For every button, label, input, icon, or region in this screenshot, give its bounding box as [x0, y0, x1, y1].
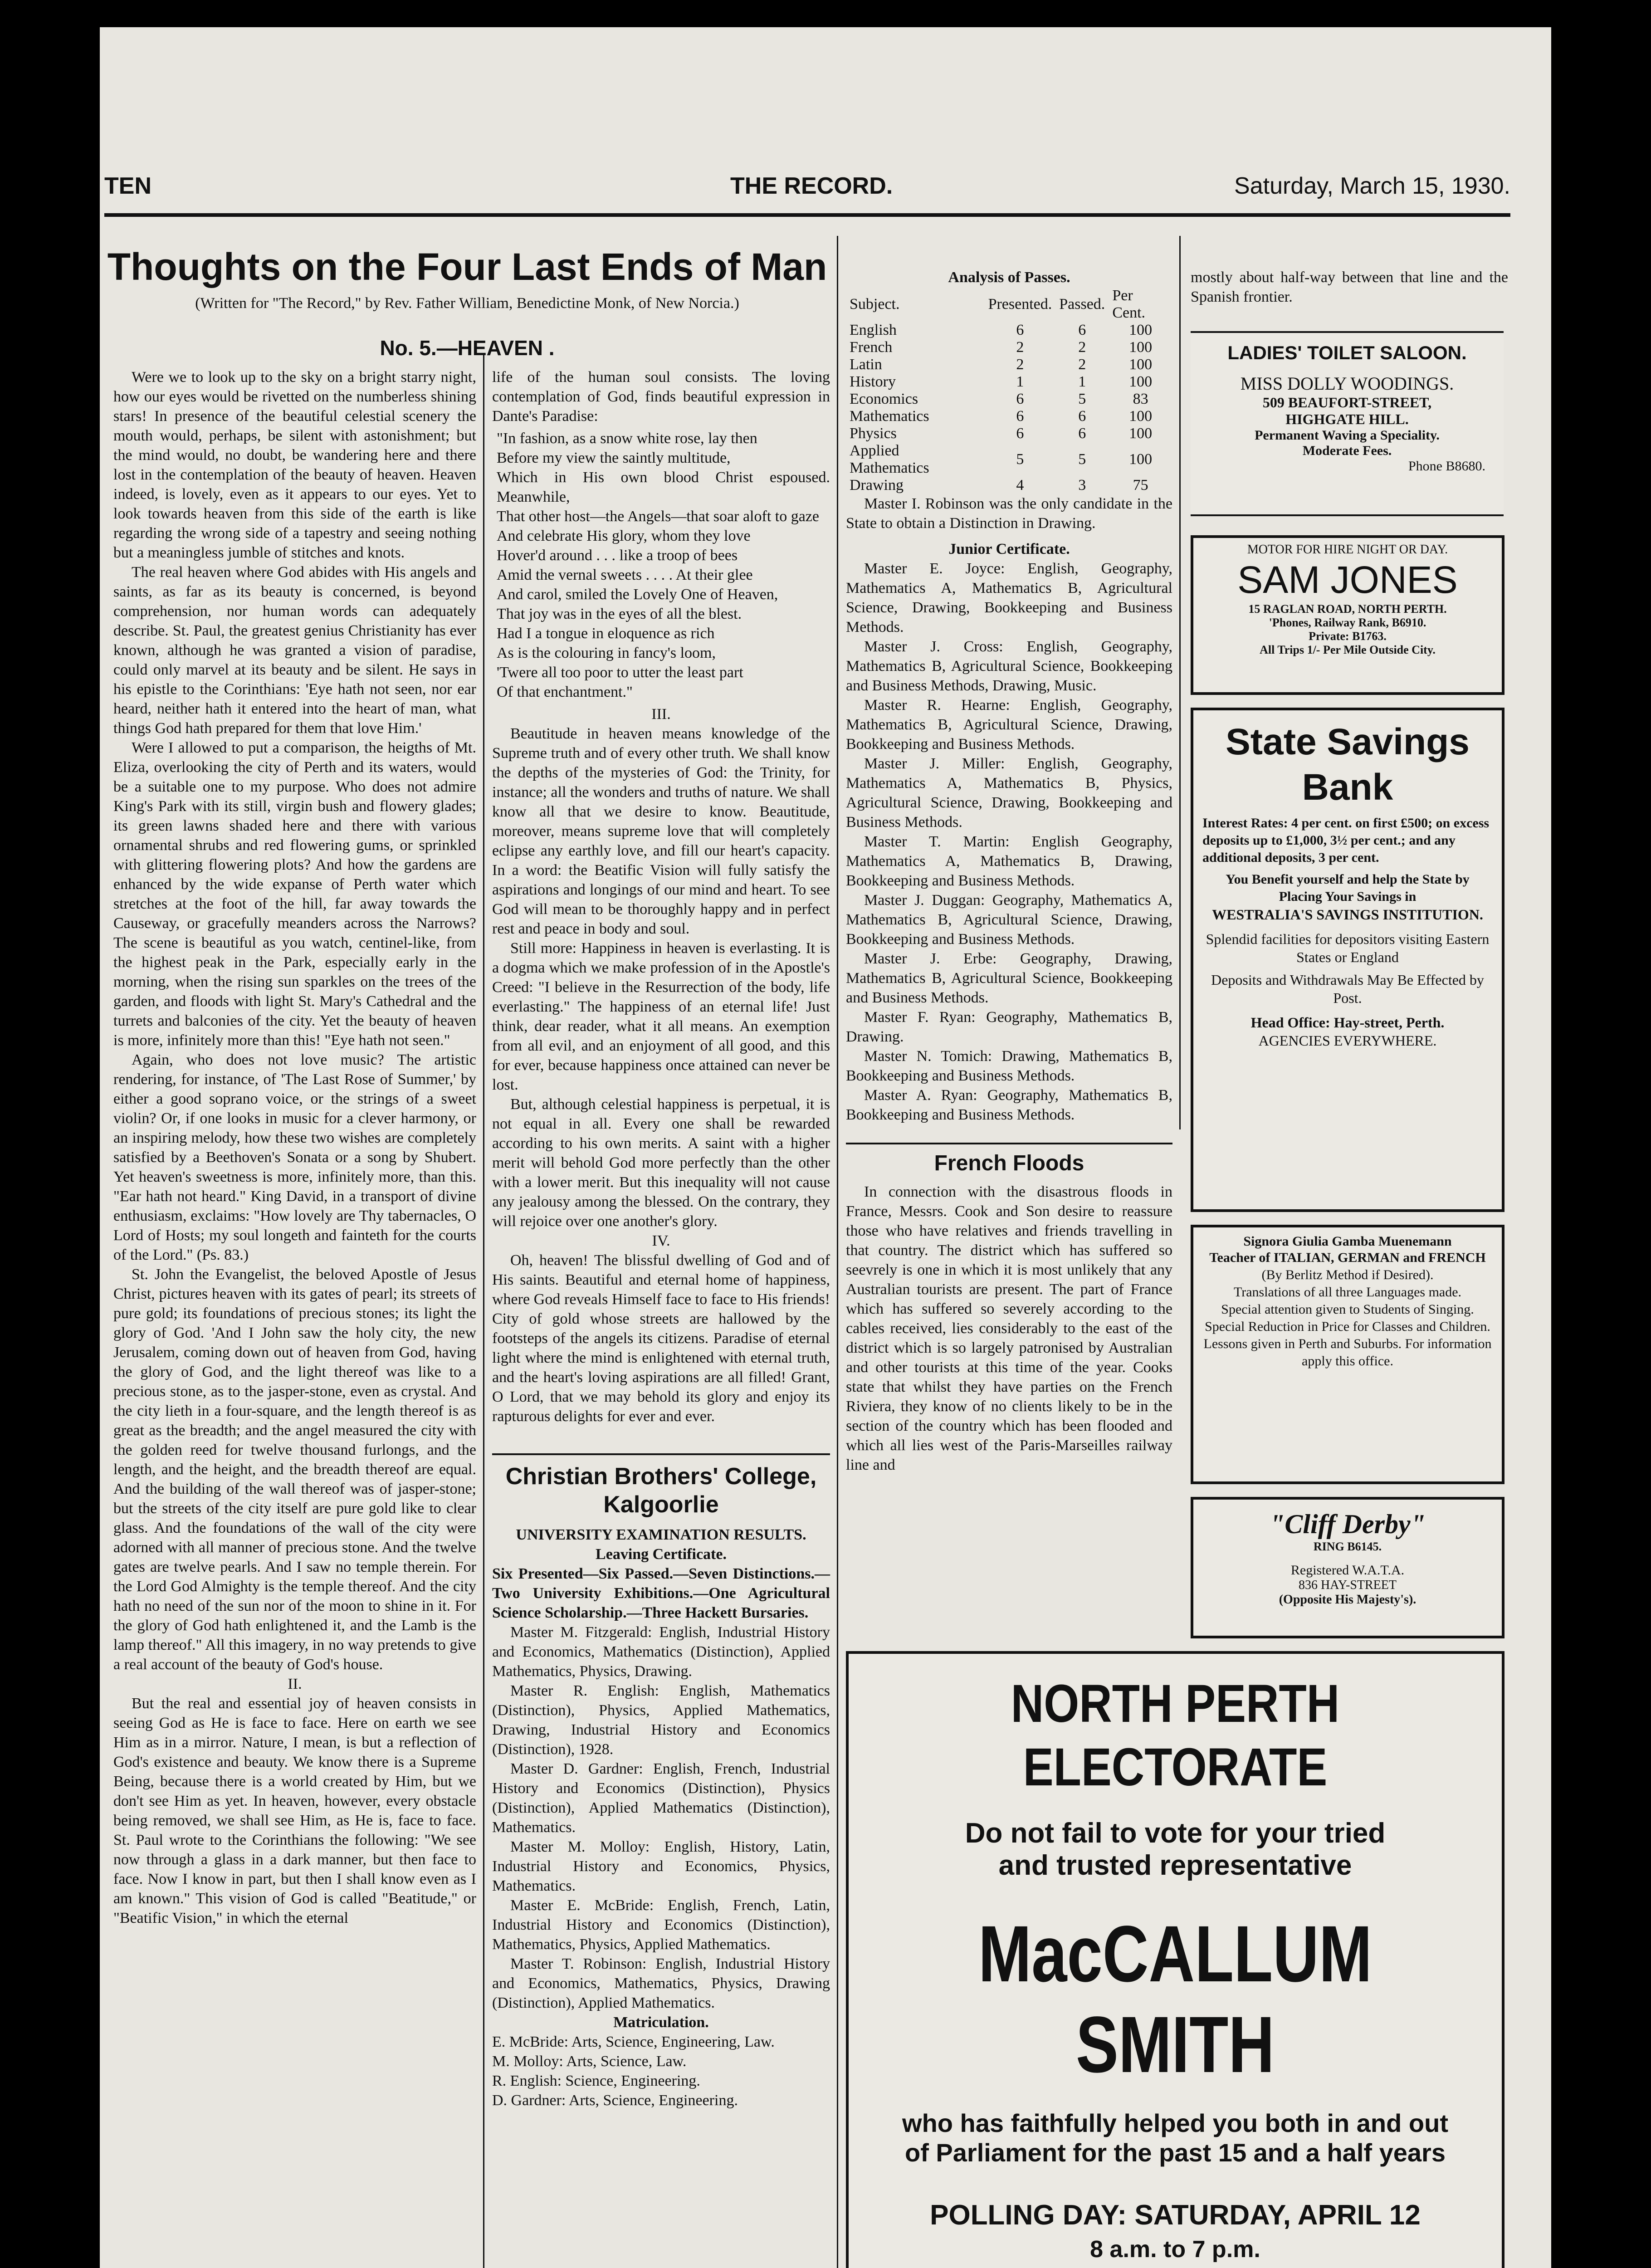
floods-cont: mostly about half-way between that line and the Spanish frontier. — [1191, 269, 1508, 305]
cbc-article — [492, 1453, 830, 2110]
table-cell: 100 — [1129, 451, 1153, 468]
paragraph: The real heaven where God abides with His angels and saints, as far as its beauty is concerned, is beyond comprehension, nor human words can adequately describe. St. Paul, the greatest genius Christianity has ever known, although he was granted a vision of paradise, could only marvel at its beauty and be silent. He says in his epistle to the Corinthians: 'Eye hath not seen, nor ear heard, neither hath it entered into the heart of man, what things God hath prepared for them that love Him.' — [113, 564, 476, 737]
junior-entry: Master E. Joyce: English, Geography, Mathematics A, Mathematics B, Agricultural Science, Drawing, Bookkeeping and Business Methods. — [846, 560, 1172, 635]
bank-office: Head Office: Hay-street, Perth. — [1250, 1014, 1445, 1031]
article-column-3 — [846, 268, 1172, 1475]
table-cell: 6 — [1016, 391, 1024, 407]
sam-jones-private: Private: B1763. — [1309, 630, 1387, 643]
paragraph: Beautitude in heaven means knowledge of the Supreme truth and of every other truth. We shall know the depths of the mysteries of God: the Trinity, for instance; all the wonders and truths of nature. We shall know all that we desire to know. Beautitude, moreover, means supreme love that will completely eclipse any earthly love, and fill our heart's capacity. In a word: the Beatific Vision will fully satisfy the aspirations and longings of our mind and heart. To see God will mean to be thoroughly happy and in perfect rest and peace in body and soul. — [492, 725, 830, 937]
table-cell: 5 — [1078, 391, 1086, 407]
sam-jones-ad — [1191, 535, 1504, 695]
section-number: IV. — [652, 1232, 670, 1249]
table-row — [846, 442, 1172, 477]
table-cell: Mathematics — [850, 408, 929, 425]
article-column-2 — [492, 367, 830, 2110]
table-cell: Latin — [850, 356, 882, 373]
article-byline: (Written for "The Record," by Rev. Father William, Benedictine Monk, of New Norcia.) — [195, 295, 739, 312]
article-column-1 — [113, 367, 476, 1928]
bank-deposits: Deposits and Withdrawals May Be Effected by Post. — [1211, 972, 1484, 1006]
table-row — [846, 425, 1172, 442]
junior-entry: Master A. Ryan: Geography, Mathematics B, Bookkeeping and Business Methods. — [846, 1087, 1172, 1123]
table-cell: 6 — [1078, 322, 1086, 338]
bank-westralia: WESTRALIA'S SAVINGS INSTITUTION. — [1212, 906, 1483, 923]
table-cell: 6 — [1078, 408, 1086, 425]
matric-entry: E. McBride: Arts, Science, Engineering, Law. — [492, 2033, 775, 2050]
junior-entry: Master N. Tomich: Drawing, Mathematics B, Bookkeeping and Business Methods. — [846, 1048, 1172, 1084]
table-cell: 6 — [1078, 425, 1086, 442]
verse-line: That other host—the Angels—that soar aloft to gaze — [497, 508, 819, 525]
table-cell: 2 — [1078, 339, 1086, 356]
masthead — [104, 163, 1510, 204]
paragraph: But, although celestial happiness is perpetual, it is not equal in all. Every one shall be rewarded according to his own merits. A saint with a higher merit will behold God more perfectly than the other with a lower merit. But this inequality will not cause any jealousy among the blessed. On the contrary, they will rejoice over one another's glory. — [492, 1096, 830, 1230]
column-divider — [837, 236, 838, 2268]
verse-line: Which in His own blood Christ espoused. Meanwhile, — [497, 469, 830, 505]
salon-address: 509 BEAUFORT-STREET, — [1262, 394, 1432, 411]
teacher-name: Signora Giulia Gamba Muenemann — [1243, 1234, 1452, 1249]
election-line3: who has faithfully helped you both in and out — [902, 2109, 1448, 2137]
junior-entry: Master J. Erbe: Geography, Drawing, Mathematics B, Agricultural Science, Bookkeeping and Business Methods. — [846, 950, 1172, 1006]
cbc-student: Master D. Gardner: English, French, Industrial History and Economics (Distinction), Physics (Distinction), Applied Mathematics (Distinction), Mathematics. — [492, 1760, 830, 1836]
salon-title: LADIES' TOILET SALOON. — [1227, 342, 1467, 363]
dante-verse — [492, 429, 830, 702]
table-header: Presented. — [988, 296, 1052, 313]
table-cell: 2 — [1078, 356, 1086, 373]
polling-hours: 8 a.m. to 7 p.m. — [1090, 2236, 1260, 2263]
section-number: II. — [288, 1676, 302, 1692]
election-line2: and trusted representative — [998, 1850, 1352, 1881]
junior-entry: Master T. Martin: English Geography, Mathematics A, Mathematics B, Drawing, Bookkeeping and Business Methods. — [846, 833, 1172, 889]
teacher-method: (By Berlitz Method if Desired). — [1261, 1267, 1434, 1282]
table-row — [846, 391, 1172, 408]
polling-day: POLLING DAY: SATURDAY, APRIL 12 — [930, 2200, 1421, 2231]
paragraph: Again, who does not love music? The artistic rendering, for instance, of 'The Last Rose of Summer,' by either a good soprano voice, or the strings of a sweet violin? Or, if one looks in music for a clever harmony, or an inspiring melody, how these two wishes are completely satisfied by a Beethoven's Sonata or a song by Shubert. Yet heaven's sweetness is more, infinitely more, than this. "Ear hath not heard." King David, in a transport of divine enthusiasm, exclaims: "How lovely are Thy tabernacles, O Lord of Hosts; my soul longeth and fainteth for the courts of the Lord." (Ps. 83.) — [113, 1051, 476, 1263]
cliff-derby-address: 836 HAY-STREET — [1299, 1578, 1397, 1592]
matric-entry: R. English: Science, Engineering. — [492, 2072, 700, 2089]
italian-lessons-ad — [1191, 1225, 1504, 1484]
table-cell: 100 — [1129, 408, 1153, 425]
verse-line: Hover'd around . . . like a troop of bees — [497, 547, 738, 564]
cbc-student: Master M. Fitzgerald: English, Industrial History and Economics, Mathematics (Distinction), Applied Mathematics, Physics, Drawing. — [492, 1624, 830, 1680]
cbc-student: Master R. English: English, Mathematics (Distinction), Physics, Applied Mathematics, Drawing, Industrial History and Economics (Distinction), 1928. — [492, 1682, 830, 1758]
paragraph: St. John the Evangelist, the beloved Apostle of Jesus Christ, pictures heaven with its gates of pearl; its streets of pure gold; its foundations of precious stones; its light the glory of God. 'And I John saw the holy city, the new Jerusalem, coming down out of heaven from God, having the glory of God, and the light thereof was like to a precious stone, as to the jasper-stone, even as crystal. And the city lieth in a four-square, and the length thereof is as great as the breadth; and the angel measured the city with the golden reed for twelve thousand furlongs, and the length, and the height, and the breadth thereof are equal. And the building of the wall thereof was of jasper-stone; but the streets of the city itself are pure gold like to clear glass. And the foundations of the wall of the city were adorned with all manner of precious stone. And the twelve gates are twelve pearls. And I saw no temple therein. For the Lord God Almighty is the temple thereof. And the city hath no need of the sun nor of the moon to shine in it. For the glory of God hath enlightened it, and the Lamb is the lamp thereof." All this imagery, in no way pretends to give a real account of the beauty of God's house. — [113, 1266, 476, 1673]
bank-title-2: Bank — [1302, 767, 1393, 808]
table-cell: 83 — [1133, 391, 1148, 407]
table-row — [846, 356, 1172, 373]
salon-waving: Permanent Waving a Speciality. — [1255, 428, 1440, 443]
verse-line: And celebrate His glory, whom they love — [497, 528, 751, 544]
table-cell: 1 — [1016, 373, 1024, 390]
article-subhead: No. 5.—HEAVEN . — [380, 336, 555, 360]
table-header: Subject. — [850, 296, 900, 313]
column-divider — [1179, 236, 1181, 1129]
table-header: Per Cent. — [1112, 287, 1146, 321]
paragraph: life of the human soul consists. The loving contemplation of God, finds beautiful expression in Dante's Paradise: — [492, 369, 830, 425]
passes-title: Analysis of Passes. — [948, 269, 1070, 286]
bank-agencies: AGENCIES EVERYWHERE. — [1258, 1032, 1437, 1049]
cbc-leaving-heading: Leaving Certificate. — [596, 1546, 727, 1563]
table-cell: 6 — [1016, 322, 1024, 338]
cliff-derby-name: "Cliff Derby" — [1270, 1509, 1426, 1539]
salon-name: MISS DOLLY WOODINGS. — [1240, 373, 1454, 394]
paragraph: Oh, heaven! The blissful dwelling of God and of His saints. Beautiful and eternal home of happiness, where God reveals Himself face to face to His friends! City of gold whose streets are hallowed by the footsteps of the angels its citizens. Paradise of eternal light where the mind is enlightened with eternal truth, and the heart's loving aspirations are all filled! Grant, O Lord, that we may behold its glory and enjoy its rapturous delights for ever and ever. — [492, 1252, 830, 1425]
table-row — [846, 477, 1172, 494]
table-cell: 1 — [1078, 373, 1086, 390]
election-headline: NORTH PERTH ELECTORATE — [1011, 1674, 1340, 1797]
paragraph: Were we to look up to the sky on a bright starry night, how our eyes would be rivetted on the numberless shining stars! In presence of the beautiful celestial scenery the mouth would, perhaps, be silent with astonishment; but the mind would, no doubt, be wandering here and there lost in the contemplation of the beauty of heaven. Heaven indeed, is lovely, even as it appears to our eyes. Yet to look towards heaven from this side of the earth is like regarding the wrong side of a tapestry and seeing nothing but a meaningless jumble of stitches and knots. — [113, 369, 476, 561]
junior-title: Junior Certificate. — [948, 541, 1070, 557]
matric-entry: M. Molloy: Arts, Science, Law. — [492, 2053, 687, 2070]
cliff-derby-reg: Registered W.A.T.A. — [1290, 1563, 1405, 1578]
cbc-subtitle: UNIVERSITY EXAMINATION RESULTS. — [516, 1526, 806, 1543]
sam-jones-motor: MOTOR FOR HIRE NIGHT OR DAY. — [1247, 543, 1448, 557]
page-number: TEN — [104, 173, 151, 199]
teacher-singing: Special attention given to Students of Singing. — [1221, 1302, 1474, 1317]
paragraph: Were I allowed to put a comparison, the heigths of Mt. Eliza, overlooking the city of Perth and its waters, would be a suitable one to my purpose. Who does not admire King's Park with its still, virgin bush and flowery glades; its green lawns shaded here and there with various ornamental shrubs and red flowering gums, or sprinkled with glittering flowering plots? And how the gardens are enhanced by the wide expanse of Perth water which stretches at the foot of the hill, far away towards the Causeway, or gracefully meanders across the Narrows? The scene is beautiful as you watch, centinel-like, from the highest peak in the Park, especially early in the morning, when the rising sun sparkles on the trees of the garden, and floods with light St. Mary's Cathedral and the turrets and balconies of the city. Yet the beauty of heaven is more, infinitely more than this! "Eye hath not seen." — [113, 739, 476, 1049]
table-cell: French — [850, 339, 893, 356]
junior-entry: Master F. Ryan: Geography, Mathematics B, Drawing. — [846, 1009, 1172, 1045]
verse-line: As is the colouring in fancy's loom, — [497, 645, 716, 661]
bank-benefit: You Benefit yourself and help the State by Placing Your Savings in — [1226, 872, 1470, 904]
table-cell: 6 — [1016, 425, 1024, 442]
verse-line: Of that enchantment." — [497, 684, 633, 700]
table-row — [846, 322, 1172, 339]
verse-line: Amid the vernal sweets . . . . At their glee — [497, 567, 753, 583]
sam-jones-phones: 'Phones, Railway Rank, B6910. — [1269, 616, 1426, 629]
election-line1: Do not fail to vote for your tried — [965, 1818, 1386, 1849]
cliff-derby-ad — [1191, 1497, 1504, 1638]
column-divider — [483, 354, 484, 2268]
table-cell: 100 — [1129, 373, 1153, 390]
candidate-name: MacCALLUM SMITH — [978, 1910, 1373, 2089]
salon-ad — [1191, 331, 1504, 516]
section-number: III. — [651, 706, 671, 723]
paragraph: But the real and essential joy of heaven consists in seeing God as He is face to face. Here on earth we see Him as in a mirror. Nature, I mean, is but a reflection of God's existence and beauty. We know there is a Supreme Being, because there is a world created by Him, but we don't see Him as yet. In heaven, however, every obstacle being removed, we shall see Him, as He is, face to face. St. Paul wrote to the Corinthians the following: "We see now through a glass in a dark manner, but then face to face. Now I know in part, but then I shall know even as I am known." This vision of God is called "Beatitude," or "Beatific Vision," in which the eternal — [113, 1695, 476, 1926]
teacher-translations: Translations of all three Languages made. — [1233, 1285, 1462, 1300]
table-row — [846, 373, 1172, 391]
table-cell: 6 — [1016, 408, 1024, 425]
sam-jones-address: 15 RAGLAN ROAD, NORTH PERTH. — [1248, 602, 1447, 616]
table-cell: 100 — [1129, 339, 1153, 356]
table-cell: Drawing — [850, 477, 904, 494]
table-cell: History — [850, 373, 896, 390]
table-cell: 2 — [1016, 356, 1024, 373]
article-headline: Thoughts on the Four Last Ends of Man — [107, 245, 827, 288]
junior-entry: Master J. Duggan: Geography, Mathematics A, Mathematics B, Agricultural Science, Drawing, Bookkeeping and Business Methods. — [846, 892, 1172, 948]
cbc-summary: Six Presented—Six Passed.—Seven Distinctions.—Two University Exhibitions.—One Agricultural Science Scholarship.—Three Hackett Bursaries. — [492, 1565, 830, 1621]
floods-title: French Floods — [934, 1151, 1084, 1175]
table-row — [846, 408, 1172, 425]
bank-splendid: Splendid facilities for depositors visiting Eastern States or England — [1206, 931, 1490, 965]
table-cell: 5 — [1078, 451, 1086, 468]
table-cell: Economics — [850, 391, 918, 407]
verse-line: Before my view the saintly multitude, — [497, 450, 731, 466]
table-cell: Applied Mathematics — [850, 442, 929, 476]
table-cell: 3 — [1078, 477, 1086, 494]
issue-date: Saturday, March 15, 1930. — [1234, 173, 1510, 199]
passes-note: Master I. Robinson was the only candidate in the State to obtain a Distinction in Drawing. — [846, 495, 1172, 532]
floods-continuation — [1191, 268, 1508, 307]
floods-article — [846, 1143, 1172, 1475]
bank-title: State Savings — [1226, 721, 1470, 763]
table-cell: 2 — [1016, 339, 1024, 356]
table-cell: Physics — [850, 425, 897, 442]
floods-text: In connection with the disastrous floods in France, Messrs. Cook and Son desire to reassure those who have relatives and friends travelling in that country. The district which has suffered so seevrely is one in which it is most unlikely that any Australian tourists are present. The part of France which has suffered so severely according to the cables received, lies considerably to the east of the district which is so largely patronised by Australian and other tourists at this time of the year. Cooks state that whilst they have parties on the French Riviera, they know of no clients likely to be in the section of the country which has been flooded and which all lies west of the Paris-Marseilles railway line and — [846, 1183, 1172, 1473]
junior-entry: Master R. Hearne: English, Geography, Mathematics B, Agricultural Science, Drawing, Bookkeeping and Business Methods. — [846, 697, 1172, 753]
cliff-derby-ring: RING B6145. — [1313, 1540, 1382, 1553]
matric-heading: Matriculation. — [613, 2014, 709, 2031]
paragraph: Still more: Happiness in heaven is everlasting. It is a dogma which we make profession of in the Apostle's Creed: "I believe in the Resurrection of the body, life everlasting." The happiness of an eternal life! Just think, dear reader, what it all means. An exemption from all evil, and an enjoyment of all good, and this for ever, because happiness once attained can never be lost. — [492, 940, 830, 1093]
passes-table — [846, 287, 1172, 494]
cbc-student: Master T. Robinson: English, Industrial History and Economics, Mathematics, Physics, Drawing (Distinction), Applied Mathematics. — [492, 1955, 830, 2011]
table-header: Passed. — [1059, 296, 1105, 313]
verse-line: 'Twere all too poor to utter the least part — [497, 664, 743, 681]
verse-line: "In fashion, as a snow white rose, lay then — [497, 430, 757, 447]
table-cell: 100 — [1129, 356, 1153, 373]
salon-phone: Phone B8680. — [1408, 459, 1485, 474]
table-row — [846, 339, 1172, 356]
verse-line: And carol, smiled the Lovely One of Heaven, — [497, 586, 778, 603]
sam-jones-trips: All Trips 1/- Per Mile Outside City. — [1260, 643, 1436, 656]
junior-entry: Master J. Miller: English, Geography, Mathematics A, Mathematics B, Physics, Agricultural Science, Drawing, Bookkeeping and Business Methods. — [846, 755, 1172, 831]
paper-title: THE RECORD. — [730, 173, 893, 199]
verse-line: That joy was in the eyes of all the blest. — [497, 606, 742, 622]
cliff-derby-opposite: (Opposite His Majesty's). — [1279, 1593, 1417, 1607]
teacher-lessons: Lessons given in Perth and Suburbs. For information apply this office. — [1203, 1336, 1492, 1369]
election-line4: of Parliament for the past 15 and a half years — [905, 2138, 1446, 2167]
cbc-student: Master E. McBride: English, French, Latin, Industrial History and Economics (Distinction), Mathematics, Physics, Applied Mathematics. — [492, 1897, 830, 1953]
bank-interest: Interest Rates: 4 per cent. on first £500; on excess deposits up to £1,000, 3½ per cent.; and any additional deposits, 3 per cent. — [1202, 816, 1490, 865]
sam-jones-name: SAM JONES — [1237, 558, 1458, 601]
masthead-rule — [104, 213, 1510, 217]
election-ad — [846, 1651, 1504, 2268]
table-cell: 100 — [1129, 425, 1153, 442]
matric-entry: D. Gardner: Arts, Science, Engineering. — [492, 2092, 738, 2109]
cbc-student: Master M. Molloy: English, History, Latin, Industrial History and Economics, Physics, Mathematics. — [492, 1838, 830, 1894]
junior-entry: Master J. Cross: English, Geography, Mathematics B, Agricultural Science, Bookkeeping and Business Methods, Drawing, Music. — [846, 638, 1172, 694]
table-cell: 4 — [1016, 477, 1024, 494]
state-savings-bank-ad — [1191, 708, 1504, 1212]
teacher-reduction: Special Reduction in Price for Classes and Children. — [1205, 1319, 1490, 1334]
table-cell: 75 — [1133, 477, 1148, 494]
salon-address: HIGHGATE HILL. — [1285, 411, 1409, 427]
teacher-subjects: Teacher of ITALIAN, GERMAN and FRENCH — [1209, 1250, 1486, 1265]
table-cell: 100 — [1129, 322, 1153, 338]
cbc-title: Christian Brothers' College, Kalgoorlie — [505, 1463, 817, 1518]
table-cell: English — [850, 322, 897, 338]
verse-line: Had I a tongue in eloquence as rich — [497, 625, 715, 642]
salon-fees: Moderate Fees. — [1302, 443, 1392, 458]
table-cell: 5 — [1016, 451, 1024, 468]
